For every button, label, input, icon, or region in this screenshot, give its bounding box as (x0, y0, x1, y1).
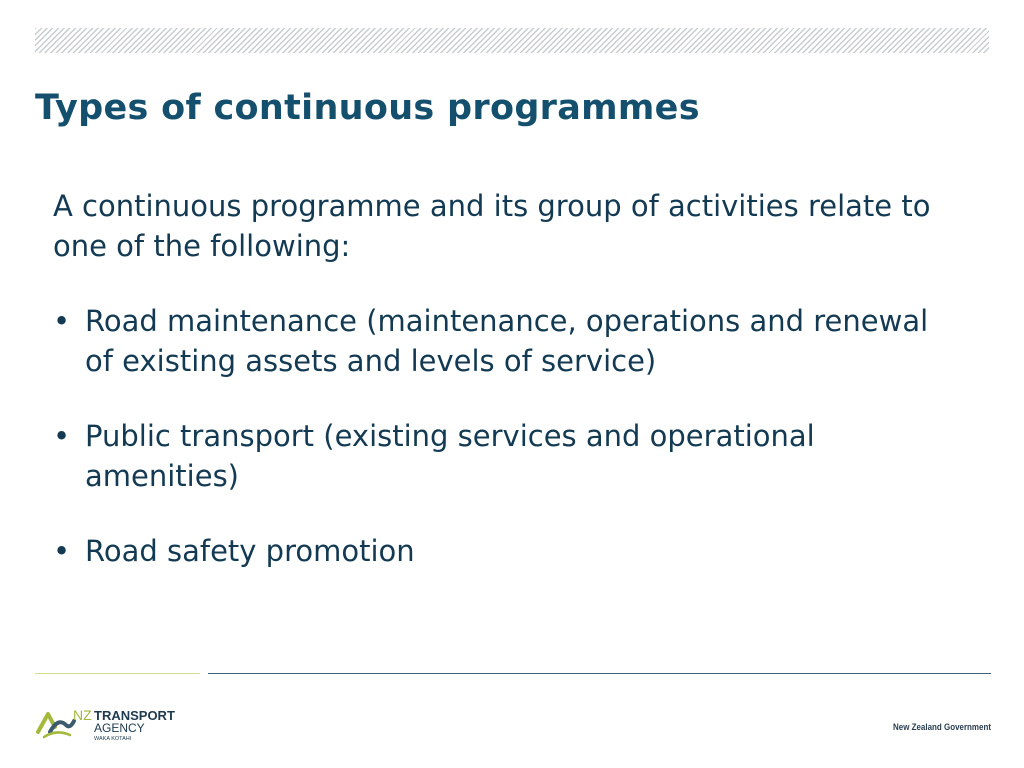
bullet-item-public-transport (53, 416, 953, 496)
nz-transport-agency-logo (36, 705, 176, 743)
slide-body (53, 186, 953, 606)
bullet-icon: • (53, 419, 71, 453)
header-hatch-band (35, 28, 989, 53)
logo-line-transport: TRANSPORT (94, 708, 175, 723)
bullet-icon: • (53, 304, 71, 338)
slide-title: Types of continuous programmes (35, 88, 700, 128)
nzta-mark-icon (38, 714, 74, 737)
bullet-list (53, 301, 953, 571)
bullet-item-road-maintenance (53, 301, 953, 381)
footer-accent-rule (35, 673, 200, 674)
logo-nz-prefix: NZ (73, 707, 92, 723)
logo-line-waka-kotahi: WAKA KOTAHI (94, 736, 132, 742)
government-logo-text: New Zealand Government (893, 722, 992, 733)
new-zealand-government-logo (893, 718, 993, 734)
intro-paragraph: A continuous programme and its group of activities relate to one of the following: (53, 189, 931, 263)
bullet-text: Road maintenance (maintenance, operations and renewal of existing assets and levels of service) (85, 304, 929, 378)
bullet-icon: • (53, 534, 71, 568)
footer-divider-rule (208, 673, 991, 674)
bullet-text: Road safety promotion (85, 534, 415, 568)
bullet-text: Public transport (existing services and operational amenities) (85, 419, 815, 493)
bullet-item-road-safety (53, 531, 953, 571)
logo-line-agency: AGENCY (94, 721, 145, 735)
